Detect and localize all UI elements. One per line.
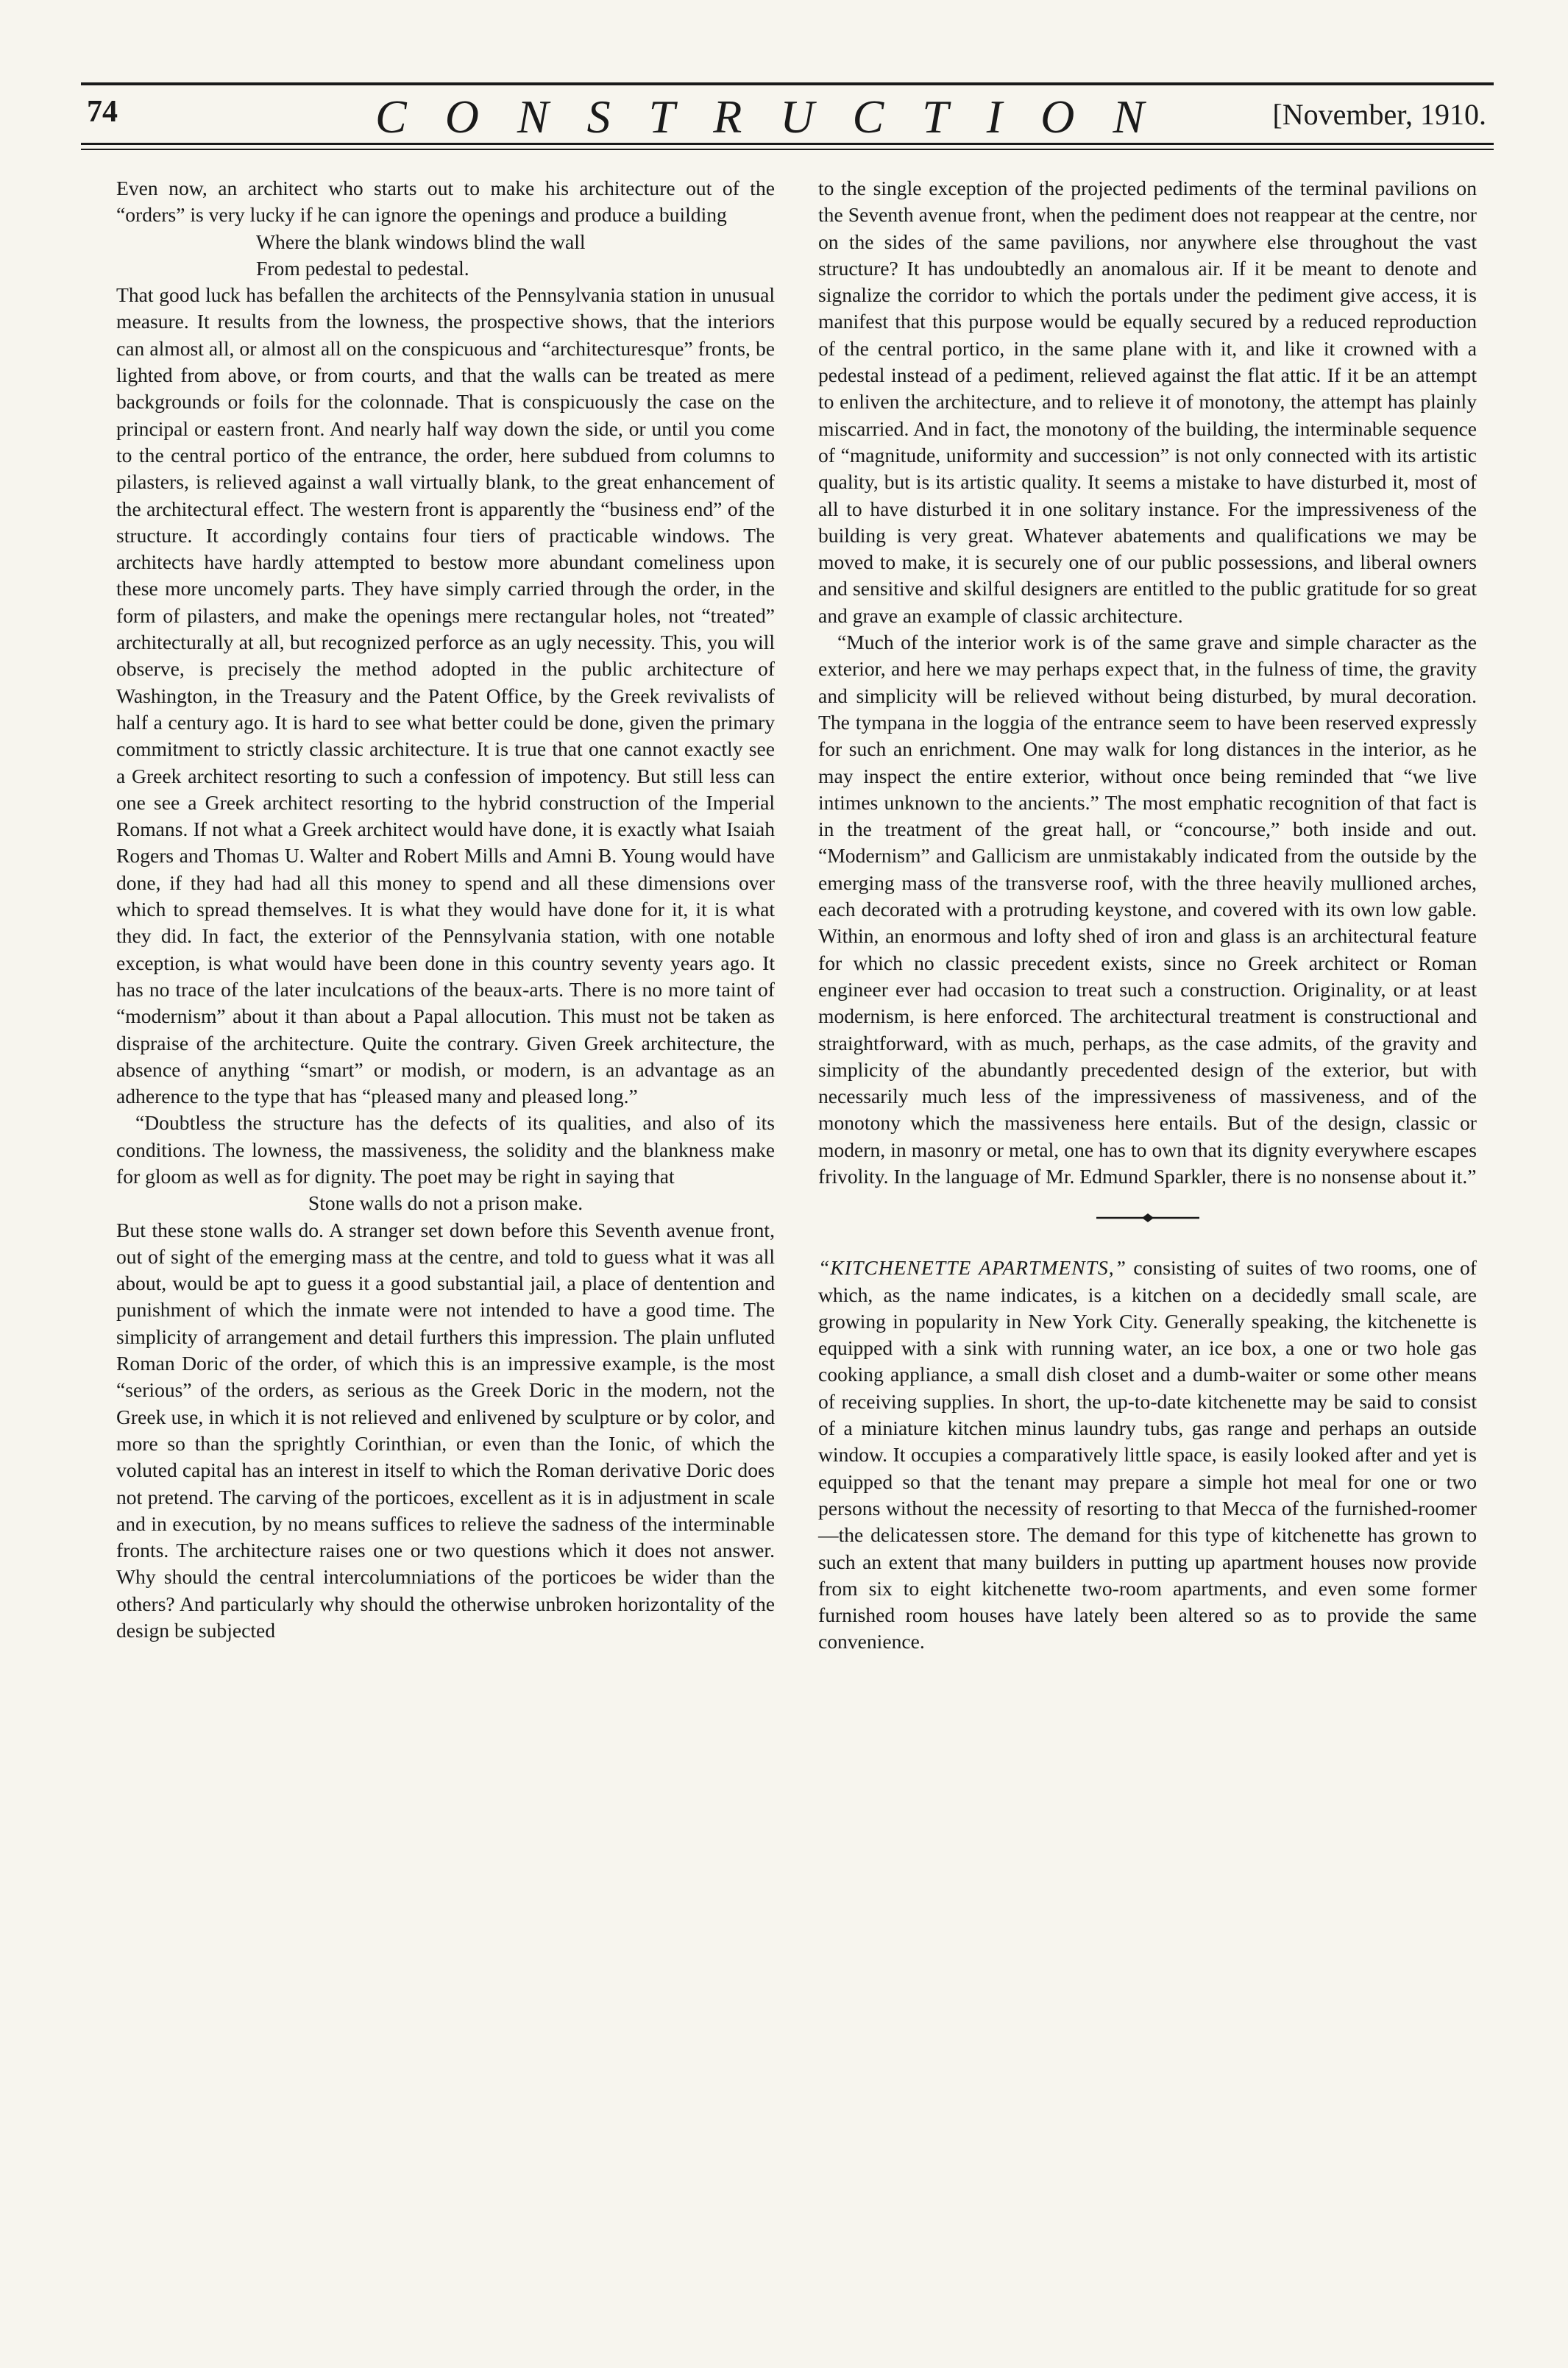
masthead-title: CONSTRUCTION: [375, 91, 1182, 143]
verse-line: From pedestal to pedestal.: [256, 256, 469, 280]
paragraph-interior: “Much of the interior work is of the same grave and simple character as the exterior, and here we may perhaps expect that, in the fulness of time, the gravity and simplicity will be relieved without being disturbed, by mural decoration. The tympana in the loggia of the entrance seem to have been reserved expressly for such an enrichment. One may walk for long distances in the interior, as he may inspect the entire exterior, without once being reminded that “we live intimes unknown to the ancients.” The most emphatic recognition of that fact is in the treatment of the great hall, or “concourse,” both inside and out. “Modernism” and Gallicism are unmistakably indicated from the outside by the emerging mass of the transverse roof, with the three heavily mullioned arches, each decorated with a protruding keystone, and covered with its own low gable. Within, an enormous and lofty shed of iron and glass is an architectural feature for which no classic precedent exists, since no Greek architect or Roman engineer ever had occasion to treat such a construction. Originality, or at least modernism, is here enforced. The architectural treatment is constructional and straightforward, with as much, perhaps, as the case admits, of the gravity and simplicity of the abundantly precedented design of the exterior, but with necessarily much less of the impressiveness of massiveness, and of the monotony which the massiveness here entails. But of the design, classic or modern, in masonry or metal, one has to own that its dignity everywhere escapes frivolity. In the language of Mr. Edmund Sparkler, there is no nonsense about it.”: [818, 631, 1477, 1188]
paragraph-stone-walls: But these stone walls do. A stranger set down before this Seventh avenue front, out of sight of the emerging mass at the centre, and told to guess what it was all about, would be apt to guess it a good substantial jail, a place of dentention and punishment of which the inmate were not intended to have a good time. The simplicity of arrangement and detail furthers this impression. The plain unfluted Roman Doric of the order, of which this is an impressive example, is the most “serious” of the orders, as serious as the Greek Doric in the modern, not the Greek use, in which it is not relieved and enlivened by sculpture or by color, and more so than the sprightly Corinthian, or even than the Ionic, of which the voluted capital has an interest in itself to which the Roman derivative Doric does not pretend. The carving of the porticoes, excellent as it is in adjustment in scale and in execution, by no means suffices to relieve the sadness of the interminable fronts. The architecture raises one or two questions which it does not answer. Why should the central intercolumniations of the porticoes be wider than the others? And particularly why should the otherwise unbroken horizontality of the design be subjected: [116, 1218, 775, 1642]
header-bottom-rule-thin: [81, 149, 1494, 150]
kitchenette-text: consisting of suites of two rooms, one of which, as the name indicates, is a kitchen on a decidedly small scale, are growing in popularity in New York City. Generally speaking, the kitchenette is equipped with a sink with running water, an ice box, a one or two hole gas cooking appliance, a small dish closet and a dumb-waiter or some other means of receiving supplies. In short, the up-to-date kitchenette may be said to consist of a miniature kitchen minus laundry tubs, gas range and perhaps an outside window. It occupies a comparatively little space, is easily looked after and yet is equipped so that the tenant may prepare a simple hot meal for one or two persons without the necessity of resorting to that Mecca of the furnished-roomer—the delicatessen store. The demand for this type of kitchenette has grown to such an extent that many builders in putting up apartment houses now provide from six to eight kitchenette two-room apartments, and even some former furnished room houses have lately been altered so as to provide the same convenience.: [818, 1256, 1477, 1653]
header-top-rule: [81, 82, 1494, 85]
paragraph-defects: “Doubtless the structure has the defects of its qualities, and also of its conditions. The lowness, the massiveness, the solidity and the blankness make for gloom as well as for dignity. The poet may be right in saying that: [116, 1111, 775, 1188]
issue-date: [November, 1910.: [1272, 98, 1486, 131]
paragraph-orders: Even now, an architect who starts out to make his architecture out of the “orders” is very lucky if he can ignore the openings and produce a building: [116, 177, 775, 227]
paragraph-pediments: to the single exception of the projected pediments of the terminal pavilions on the Seventh avenue front, when the pediment does not reappear at the centre, nor on the sides of the same pavilions, nor anywhere else throughout the vast structure? It has undoubtedly an anomalous air. If it be meant to denote and signalize the corridor to which the portals under the pediment give access, it is manifest that this purpose would be equally secured by a reduced reproduction of the central portico, in the same plane with it, and like it crowned with a pedestal instead of a pediment, relieved against the flat attic. If it be an attempt to enliven the architecture, and to relieve it of monotony, the attempt has plainly miscarried. And in fact, the monotony of the building, the interminable sequence of “magnitude, uniformity and succession” is not only connected with its artistic quality, but is its artistic quality. It seems a mistake to have disturbed it, most of all to have disturbed it in one solitary instance. For the impressiveness of the building is very great. Whatever abatements and qualifications we may be moved to make, it is securely one of our public possessions, and liberal owners and sensitive and skilful designers are entitled to the public gratitude for so great and grave an example of classic architecture.: [818, 177, 1477, 627]
verse-line: Where the blank windows blind the wall: [256, 230, 586, 253]
page-number: 74: [87, 95, 118, 129]
kitchenette-heading: “KITCHENETTE APARTMENTS,”: [818, 1256, 1127, 1280]
page-header: [81, 81, 1494, 143]
header-bottom-rule: [81, 143, 1494, 145]
right-column: [818, 175, 1477, 1656]
verse-stone-walls: Stone walls do not a prison make.: [308, 1191, 583, 1215]
section-divider-ornament: [1096, 1210, 1199, 1225]
left-column: [116, 175, 775, 1644]
paragraph-kitchenette: [818, 1255, 1477, 1655]
paragraph-good-luck: That good luck has befallen the architects of the Pennsylvania station in unusual measure. It results from the lowness, the prospective shows, that the interiors can almost all, or almost all on the conspicuous and “architecturesque” fronts, be lighted from above, or from courts, and that the walls can be treated as mere backgrounds or foils for the colonnade. That is conspicuously the case on the principal or eastern front. And nearly half way down the side, or until you come to the central portico of the entrance, the order, here subdued from columns to pilasters, is relieved against a wall virtually blank, to the great enhancement of the architectural effect. The western front is apparently the “business end” of the structure. It accordingly contains four tiers of practicable windows. The architects have hardly attempted to bestow more abundant comeliness upon these more uncomely parts. They have simply carried through the order, in the form of pilasters, and make the openings mere rectangular holes, not “treated” architecturally at all, but recognized perforce as an ugly necessity. This, you will observe, is precisely the method adopted in the public architecture of Washington, in the Treasury and the Patent Office, by the Greek revivalists of half a century ago. It is hard to see what better could be done, given the primary commitment to strictly classic architecture. It is true that one cannot exactly see a Greek architect resorting to such a confession of impotency. But still less can one see a Greek architect resorting to the hybrid construction of the Imperial Romans. If not what a Greek architect would have done, it is exactly what Isaiah Rogers and Thomas U. Walter and Robert Mills and Amni B. Young would have done, if they had had all this money to spend and all these dimensions over which to spread themselves. It is what they would have done for it, it is what they did. In fact, the exterior of the Pennsylvania station, with one notable exception, is what would have been done in this country seventy years ago. It has no trace of the later inculcations of the beaux-arts. There is no more taint of “modernism” about it than about a Papal allocution. This must not be taken as dispraise of the architecture. Quite the contrary. Given Greek architecture, the absence of anything “smart” or modish, or modern, is an advantage as an adherence to the type that has “pleased many and pleased long.”: [116, 283, 775, 1108]
